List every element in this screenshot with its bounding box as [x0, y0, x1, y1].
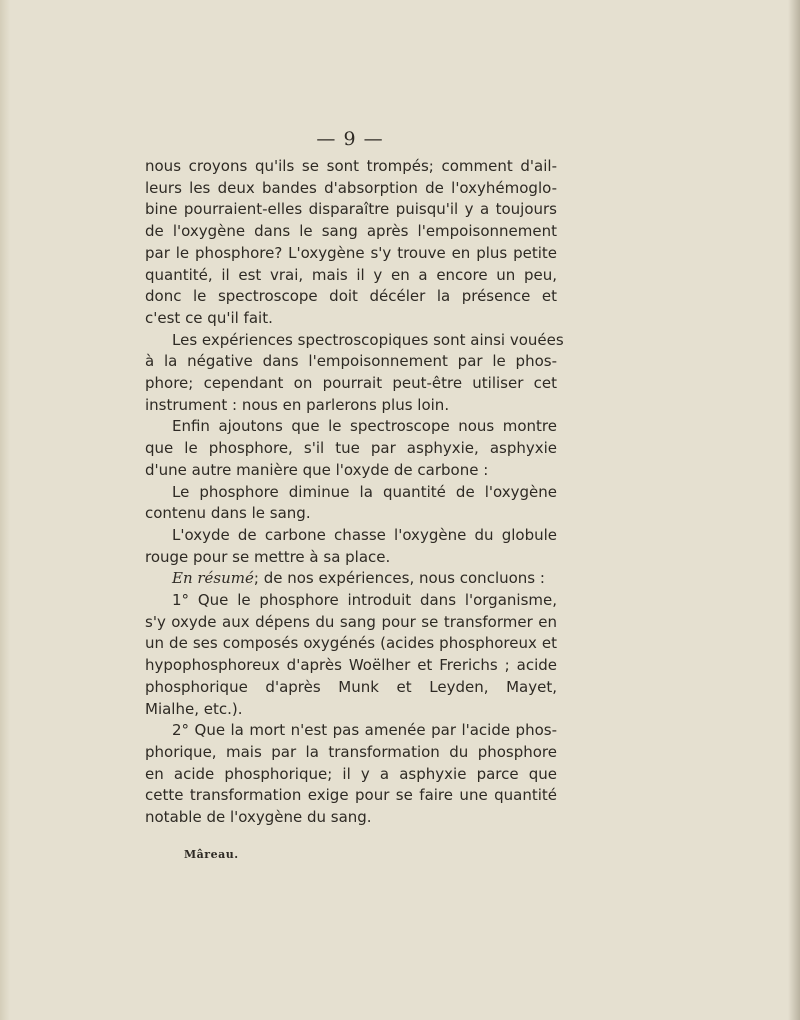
text-line: instrument : nous en parlerons plus loin. [145, 395, 450, 414]
text-line: à la négative dans l'empoisonnement par le phos- [145, 352, 557, 371]
text-line: c'est ce qu'il fait. [145, 308, 273, 327]
text-run: ; de nos expériences, nous concluons : [253, 569, 545, 588]
text-line: quantité, il est vrai, mais il y en a encore un peu, [145, 265, 557, 284]
text-line: L'oxyde de carbone chasse l'oxygène du globule [172, 525, 557, 544]
paragraph [145, 482, 557, 525]
paragraph [145, 590, 557, 720]
text-line: Enfin ajoutons que le spectroscope nous montre [172, 417, 557, 436]
text-line: d'une autre manière que l'oxyde de carbone : [145, 460, 489, 479]
text-line: de l'oxygène dans le sang après l'empoisonnement [145, 222, 557, 241]
text-line: rouge pour se mettre à sa place. [145, 547, 391, 566]
text-line: notable de l'oxygène du sang. [145, 808, 372, 827]
text-line: par le phosphore? L'oxygène s'y trouve en plus petite [145, 243, 557, 262]
body-text [145, 156, 564, 829]
text-line: leurs les deux bandes d'absorption de l'oxyhémoglo- [145, 178, 557, 197]
text-line: hypophosphoreux d'après Woëlher et Frerichs ; acide [145, 656, 557, 675]
text-line: 1° Que le phosphore introduit dans l'organisme, [172, 591, 557, 610]
printer-signature-mark: Mâreau. [184, 848, 239, 861]
text-line: Le phosphore diminue la quantité de l'oxygène [172, 482, 557, 501]
paragraph [145, 156, 557, 330]
paragraph [145, 330, 564, 417]
text-line: phosphorique d'après Munk et Leyden, Mayet, [145, 677, 557, 696]
text-line [145, 568, 557, 590]
text-line: cette transformation exige pour se faire une quantité [145, 786, 557, 805]
italic-lead: En résumé [172, 569, 254, 588]
paragraph [145, 525, 557, 568]
text-line: s'y oxyde aux dépens du sang pour se transformer en [145, 612, 557, 631]
text-line: que le phosphore, s'il tue par asphyxie, asphyxie [145, 439, 557, 458]
text-line: en acide phosphorique; il y a asphyxie parce que [145, 764, 557, 783]
text-line: bine pourraient-elles disparaître puisqu'il y a toujours [145, 200, 557, 219]
text-line: 2° Que la mort n'est pas amenée par l'acide phos- [172, 721, 557, 740]
text-line: phore; cependant on pourrait peut-être utiliser cet [145, 374, 557, 393]
text-line: donc le spectroscope doit décéler la présence et [145, 287, 557, 306]
text-line: nous croyons qu'ils se sont trompés; comment d'ail- [145, 157, 557, 175]
paragraph [145, 416, 557, 481]
page-number: — 9 — [316, 128, 384, 150]
text-line: Mialhe, etc.). [145, 699, 243, 718]
text-line: Les expériences spectroscopiques sont ainsi vouées [172, 330, 564, 349]
text-line: contenu dans le sang. [145, 504, 311, 523]
text-line: un de ses composés oxygénés (acides phosphoreux et [145, 634, 557, 653]
paragraph [145, 568, 557, 590]
paragraph [145, 720, 557, 829]
text-line: phorique, mais par la transformation du phosphore [145, 742, 557, 761]
